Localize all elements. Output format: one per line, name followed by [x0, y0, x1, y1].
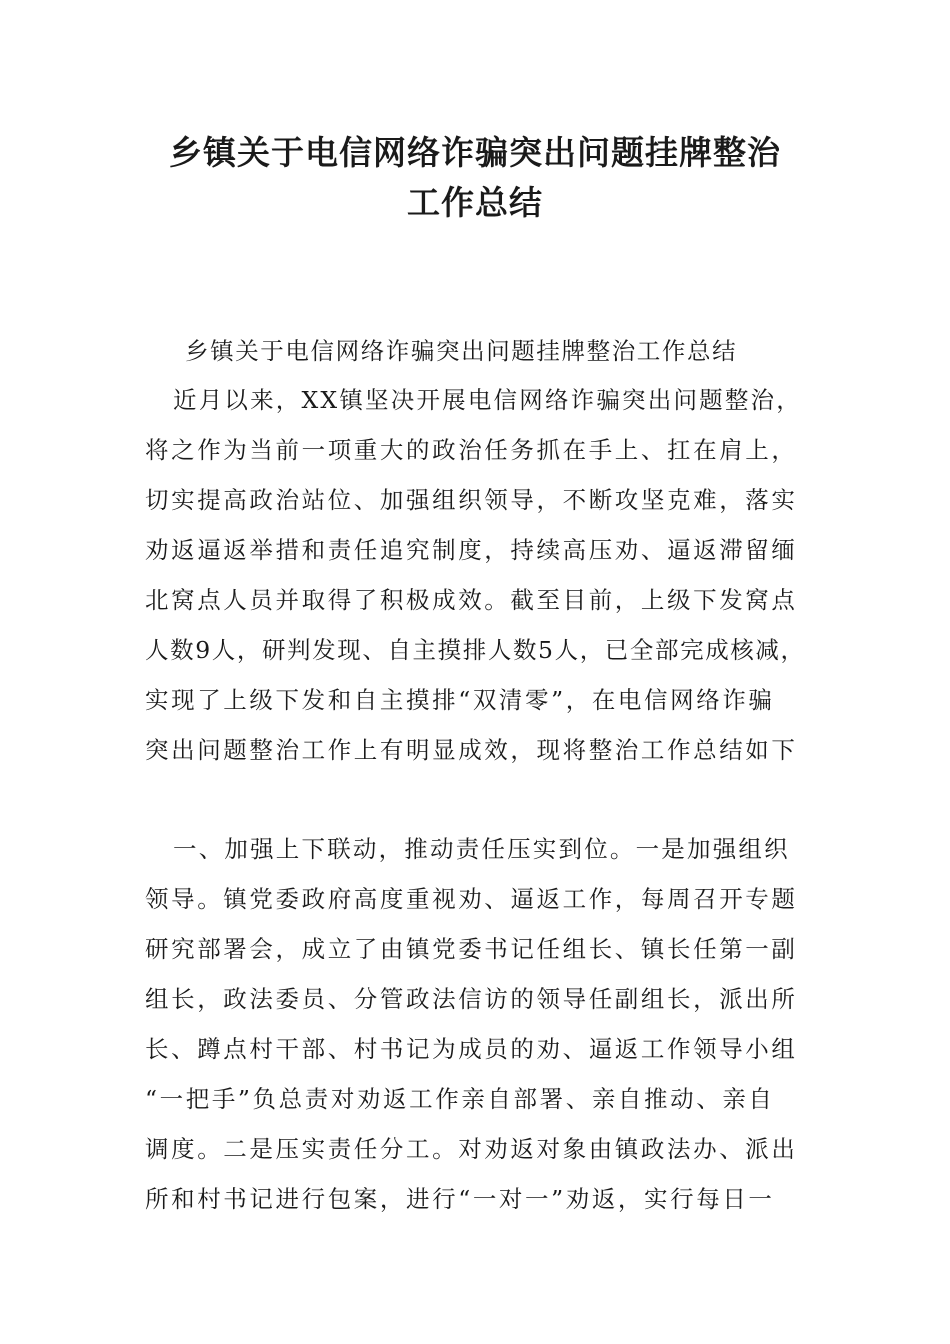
- paragraph-1-line: 劝返逼返举措和责任追究制度，持续高压劝、逼返滞留缅: [145, 536, 798, 564]
- paragraph-2-line: 一、加强上下联动，推动责任压实到位。一是加强组织: [173, 835, 790, 863]
- paragraph-2-line: 调度。二是压实责任分工。对劝返对象由镇政法办、派出: [145, 1135, 798, 1163]
- paragraph-1-line: 将之作为当前一项重大的政治任务抓在手上、扛在肩上，: [145, 436, 798, 464]
- paragraph-1-line: 切实提高政治站位、加强组织领导，不断攻坚克难，落实: [145, 486, 798, 514]
- paragraph-2-line: 长、蹲点村干部、村书记为成员的劝、逼返工作领导小组: [145, 1035, 798, 1063]
- document-title-line1: 乡镇关于电信网络诈骗突出问题挂牌整治: [169, 133, 781, 172]
- paragraph-2-line: 组长，政法委员、分管政法信访的领导任副组长，派出所: [145, 985, 798, 1013]
- paragraph-1-line: 实现了上级下发和自主摸排“双清零”，在电信网络诈骗: [145, 686, 775, 714]
- document-subtitle: 乡镇关于电信网络诈骗突出问题挂牌整治工作总结: [185, 337, 738, 365]
- paragraph-2-line: “一把手”负总责对劝返工作亲自部署、亲自推动、亲自: [145, 1085, 775, 1113]
- paragraph-2-line: 所和村书记进行包案，进行“一对一”劝返，实行每日一: [145, 1185, 775, 1213]
- paragraph-1-line: 突出问题整治工作上有明显成效，现将整治工作总结如下: [145, 736, 798, 764]
- document-title-line2: 工作总结: [407, 183, 543, 222]
- paragraph-1-line: 近月以来，XX镇坚决开展电信网络诈骗突出问题整治，: [173, 386, 802, 414]
- paragraph-1-line: 北窝点人员并取得了积极成效。截至目前，上级下发窝点: [145, 586, 798, 614]
- paragraph-1-line: 人数9人，研判发现、自主摸排人数5人，已全部完成核减，: [145, 636, 806, 664]
- paragraph-2-line: 领导。镇党委政府高度重视劝、逼返工作，每周召开专题: [145, 885, 798, 913]
- paragraph-2-line: 研究部署会，成立了由镇党委书记任组长、镇长任第一副: [145, 935, 798, 963]
